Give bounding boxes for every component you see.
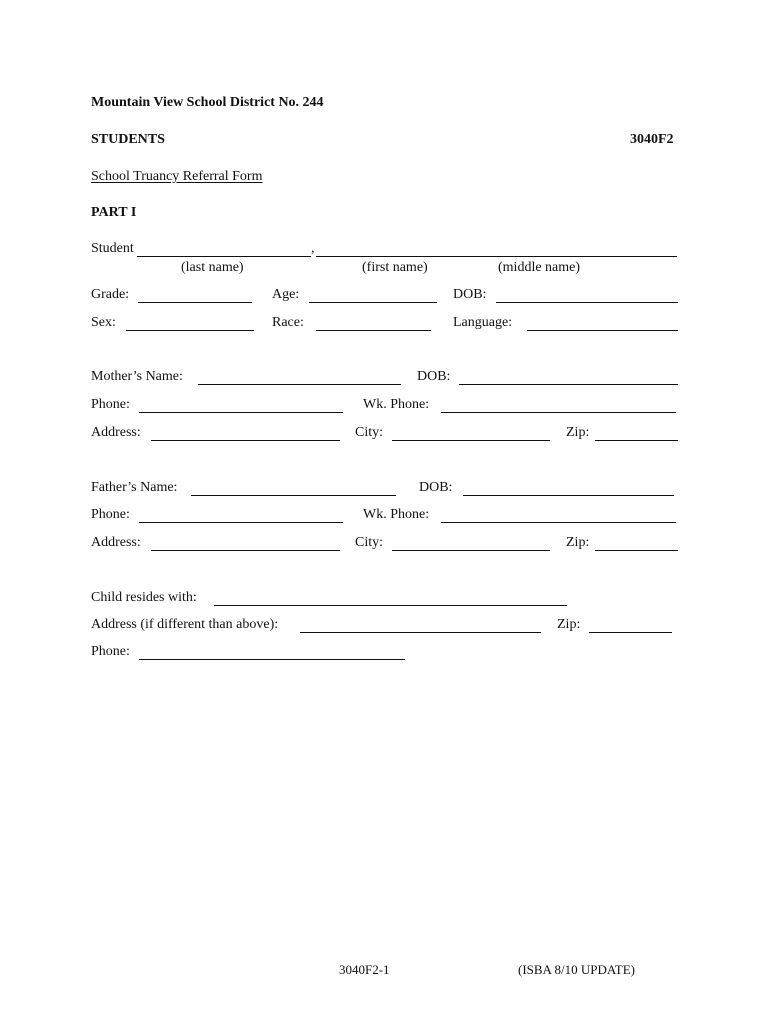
grade-label: Grade: bbox=[91, 287, 130, 302]
father-city-field[interactable] bbox=[392, 536, 550, 551]
alt-zip-label: Zip: bbox=[557, 617, 581, 632]
mother-phone-label: Phone: bbox=[91, 397, 130, 412]
mother-city-field[interactable] bbox=[392, 426, 550, 441]
mother-phone-field[interactable] bbox=[139, 398, 343, 413]
student-first-middle-name-field[interactable] bbox=[316, 242, 677, 257]
father-dob-label: DOB: bbox=[419, 480, 453, 495]
father-city-label: City: bbox=[355, 535, 384, 550]
mother-zip-label: Zip: bbox=[566, 425, 590, 440]
mother-wk-phone-field[interactable] bbox=[441, 398, 676, 413]
language-field[interactable] bbox=[527, 316, 678, 331]
language-label: Language: bbox=[453, 315, 513, 330]
hint-first-name: (first name) bbox=[362, 260, 428, 275]
alt-address-label: Address (if different than above): bbox=[91, 617, 279, 632]
mother-name-label: Mother’s Name: bbox=[91, 369, 183, 384]
father-wk-phone-label: Wk. Phone: bbox=[363, 507, 430, 522]
grade-field[interactable] bbox=[138, 288, 252, 303]
resides-with-field[interactable] bbox=[214, 591, 567, 606]
father-dob-field[interactable] bbox=[463, 481, 674, 496]
father-address-label: Address: bbox=[91, 535, 141, 550]
father-address-field[interactable] bbox=[151, 536, 340, 551]
mother-address-label: Address: bbox=[91, 425, 141, 440]
mother-address-field[interactable] bbox=[151, 426, 340, 441]
residence-phone-label: Phone: bbox=[91, 644, 130, 659]
sex-label: Sex: bbox=[91, 315, 116, 330]
form-title: School Truancy Referral Form bbox=[91, 169, 263, 184]
father-phone-field[interactable] bbox=[139, 508, 343, 523]
residence-phone-field[interactable] bbox=[139, 645, 405, 660]
father-phone-label: Phone: bbox=[91, 507, 130, 522]
footer-update: (ISBA 8/10 UPDATE) bbox=[518, 962, 636, 977]
mother-dob-label: DOB: bbox=[417, 369, 451, 384]
name-separator: , bbox=[311, 241, 315, 256]
race-field[interactable] bbox=[316, 316, 431, 331]
father-zip-field[interactable] bbox=[595, 536, 678, 551]
section-title: STUDENTS bbox=[91, 132, 165, 147]
hint-last-name: (last name) bbox=[181, 260, 244, 275]
part-heading: PART I bbox=[91, 205, 137, 220]
father-zip-label: Zip: bbox=[566, 535, 590, 550]
alt-address-field[interactable] bbox=[300, 618, 541, 633]
mother-name-field[interactable] bbox=[198, 370, 401, 385]
form-code: 3040F2 bbox=[630, 132, 674, 147]
mother-dob-field[interactable] bbox=[459, 370, 678, 385]
age-label: Age: bbox=[272, 287, 300, 302]
mother-zip-field[interactable] bbox=[595, 426, 678, 441]
father-name-field[interactable] bbox=[191, 481, 396, 496]
sex-field[interactable] bbox=[126, 316, 254, 331]
hint-middle-name: (middle name) bbox=[498, 260, 581, 275]
alt-zip-field[interactable] bbox=[589, 618, 672, 633]
father-wk-phone-field[interactable] bbox=[441, 508, 676, 523]
race-label: Race: bbox=[272, 315, 304, 330]
student-label: Student bbox=[91, 241, 134, 256]
student-dob-field[interactable] bbox=[496, 288, 678, 303]
mother-city-label: City: bbox=[355, 425, 384, 440]
mother-wk-phone-label: Wk. Phone: bbox=[363, 397, 430, 412]
district-title: Mountain View School District No. 244 bbox=[91, 95, 324, 110]
father-name-label: Father’s Name: bbox=[91, 480, 178, 495]
resides-with-label: Child resides with: bbox=[91, 590, 197, 605]
footer-page-code: 3040F2-1 bbox=[339, 962, 390, 977]
student-last-name-field[interactable] bbox=[137, 242, 311, 257]
student-dob-label: DOB: bbox=[453, 287, 487, 302]
age-field[interactable] bbox=[309, 288, 437, 303]
